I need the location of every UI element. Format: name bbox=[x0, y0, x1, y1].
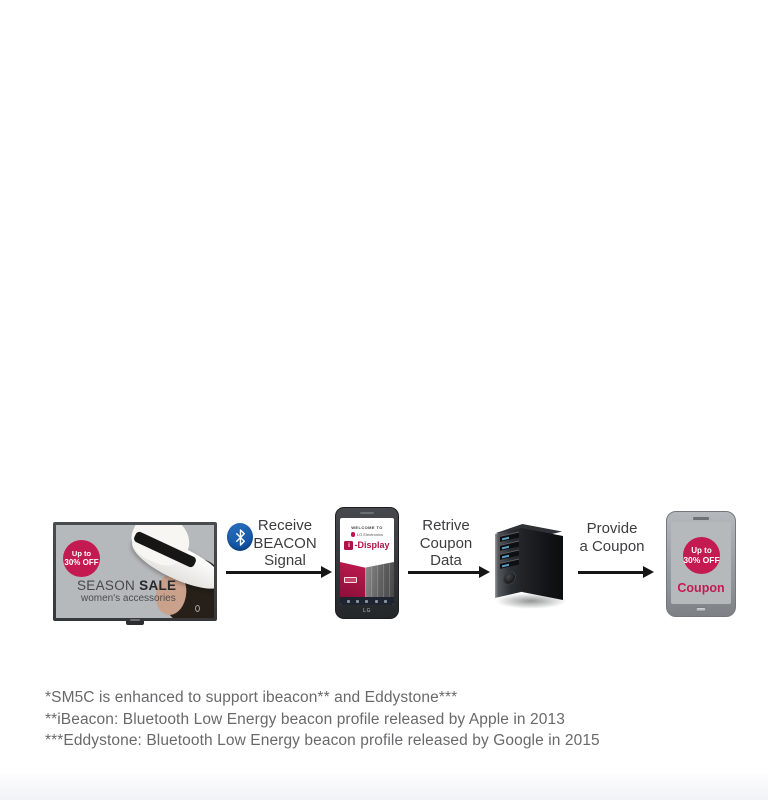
arrow-line bbox=[226, 571, 322, 574]
arrow-line bbox=[408, 571, 479, 574]
signage-display bbox=[53, 522, 217, 621]
app-panel-button bbox=[344, 577, 357, 583]
app-hero-panels bbox=[340, 562, 394, 597]
nav-icon bbox=[384, 600, 387, 603]
step1-line2: BEACON bbox=[253, 534, 317, 552]
discount-badge bbox=[63, 540, 100, 577]
coupon-screen bbox=[671, 522, 731, 604]
arrow-head bbox=[643, 566, 654, 578]
step3-line2: a Coupon bbox=[579, 537, 645, 555]
coupon-badge-line2: 30% OFF bbox=[683, 555, 720, 565]
footnote-sm5c: *SM5C is enhanced to support ibeacon** and Eddystone*** bbox=[45, 689, 458, 706]
app-panel-crimson bbox=[340, 562, 365, 597]
footnote-ibeacon: **iBeacon: Bluetooth Low Energy beacon profile released by Apple in 2013 bbox=[45, 710, 565, 728]
app-name-text: -Display bbox=[354, 540, 390, 550]
step1-label bbox=[240, 517, 330, 570]
coupon-badge bbox=[683, 537, 720, 574]
discount-badge-line2: 30% OFF bbox=[64, 558, 99, 568]
nav-icon bbox=[365, 600, 368, 603]
app-brand-text: LG Electronics bbox=[356, 532, 383, 537]
step1-line1: Receive bbox=[257, 517, 313, 534]
footnote-eddystone: ***Eddystone: Bluetooth Low Energy beacon profile released by Google in 2015 bbox=[45, 732, 600, 749]
server-power-knob bbox=[503, 570, 516, 586]
arrow-line bbox=[578, 571, 643, 574]
next-section-band bbox=[0, 773, 768, 800]
app-screen bbox=[340, 518, 394, 605]
phone-lg-logo: LG bbox=[363, 608, 371, 614]
nav-icon bbox=[375, 600, 378, 603]
discount-badge-line1: Up to bbox=[71, 548, 92, 558]
app-logo-icon: i bbox=[344, 541, 353, 550]
arrow-head bbox=[321, 566, 332, 578]
coupon-label: Coupon bbox=[677, 581, 725, 595]
app-panel-photo bbox=[365, 562, 394, 597]
nav-icon bbox=[347, 600, 350, 603]
footnotes bbox=[45, 687, 600, 752]
server-front-face bbox=[495, 528, 522, 598]
step3-label bbox=[566, 520, 658, 555]
arrow-icon-step2 bbox=[408, 566, 490, 579]
step2-label bbox=[402, 517, 490, 570]
sale-headline bbox=[77, 578, 176, 593]
sale-headline-bold: SALE bbox=[139, 578, 177, 593]
earring-shape bbox=[195, 605, 200, 612]
arrow-head bbox=[479, 566, 490, 578]
signage-screen bbox=[56, 525, 214, 618]
phone-home-button bbox=[696, 607, 707, 612]
sale-headline-light: SEASON bbox=[77, 578, 136, 593]
server-side-face bbox=[522, 528, 563, 600]
server-shadow bbox=[495, 593, 567, 609]
sale-subline: women's accessories bbox=[81, 593, 176, 604]
step1-line3: Signal bbox=[264, 552, 306, 569]
display-stand bbox=[126, 621, 144, 625]
smartphone-app bbox=[335, 507, 399, 619]
nav-icon bbox=[356, 600, 359, 603]
step2-line1: Retrive bbox=[422, 517, 470, 534]
app-brand-row bbox=[340, 532, 394, 537]
server-tower-icon bbox=[495, 522, 567, 614]
drive-bay bbox=[500, 558, 519, 568]
phone-speaker bbox=[693, 517, 709, 520]
step2-line3: Data bbox=[430, 552, 462, 569]
app-name bbox=[340, 540, 394, 550]
app-nav-bar bbox=[340, 597, 394, 605]
lg-logo-icon bbox=[351, 532, 356, 537]
model-with-hat-illustration bbox=[114, 525, 214, 618]
phone-speaker bbox=[360, 512, 374, 514]
smartphone-coupon bbox=[666, 511, 736, 617]
step3-line1: Provide bbox=[586, 520, 638, 537]
arrow-icon-step3 bbox=[578, 566, 654, 579]
arrow-icon-step1 bbox=[226, 566, 332, 579]
step2-line2: Coupon bbox=[419, 534, 473, 552]
coupon-badge-line1: Up to bbox=[691, 546, 712, 555]
app-welcome-text: WELCOME TO bbox=[351, 525, 383, 530]
